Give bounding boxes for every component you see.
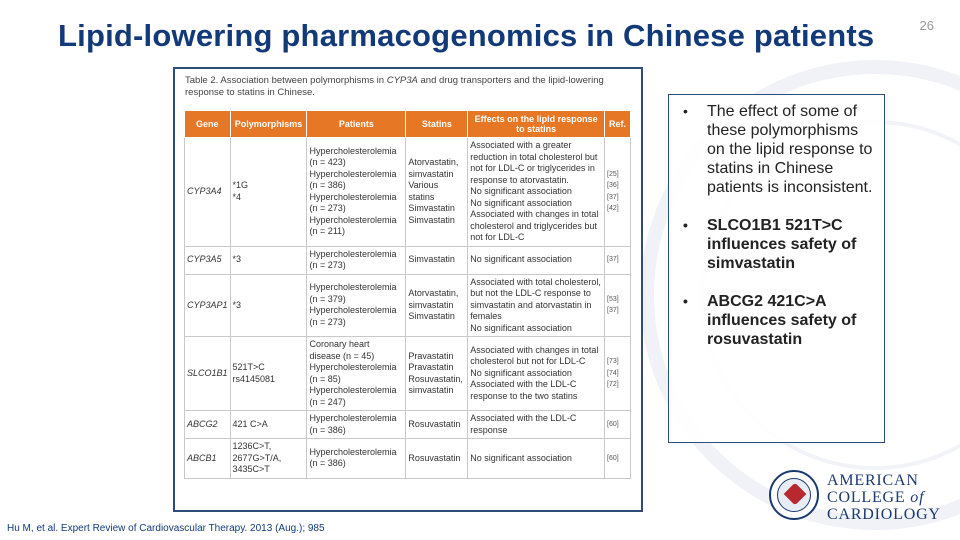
table-row: [185, 138, 631, 247]
cell-effects: No significant association: [468, 246, 605, 274]
cell-gene: CYP3A5: [185, 246, 231, 274]
cell-statins: Atorvastatin, simvastatin Simvastatin: [406, 274, 468, 337]
cell-patients: Hypercholesterolemia (n = 423) Hypercholesterolemia (n = 386) Hypercholesterolemia (n = 273) Hypercholesterolemia (n = 211): [307, 138, 406, 247]
cell-effects: No significant association: [468, 439, 605, 479]
bullet-text: SLCO1B1 521T>C influences safety of simvastatin: [707, 217, 857, 272]
table-figure: [173, 67, 643, 512]
cell-patients: Hypercholesterolemia (n = 273): [307, 246, 406, 274]
cell-patients: Coronary heart disease (n = 45) Hypercholesterolemia (n = 85) Hypercholesterolemia (n = 247): [307, 337, 406, 411]
table-header-row: [185, 111, 631, 138]
table-row: [185, 439, 631, 479]
header-gene: Gene: [185, 111, 231, 138]
cell-gene: ABCB1: [185, 439, 231, 479]
cell-gene: SLCO1B1: [185, 337, 231, 411]
acc-logo: [769, 470, 949, 526]
logo-wordmark: AMERICAN COLLEGE of CARDIOLOGY: [827, 472, 941, 523]
bullet-dot-icon: •: [683, 103, 688, 119]
bullet-point: [679, 216, 874, 273]
header-ref: Ref.: [605, 111, 631, 138]
bullet-text: The effect of some of these polymorphisms on the lipid response to statins in Chinese patients is inconsistent.: [707, 103, 873, 196]
cell-effects: Associated with a greater reduction in total cholesterol but not for LDL-C or triglycerides in response to atorvastatin. No significant association No significant association Associated with changes in total cholesterol and triglycerides but not for LDL-C: [468, 138, 605, 247]
cell-polymorphisms: *3: [230, 274, 307, 337]
table-row: [185, 246, 631, 274]
cell-statins: Pravastatin Pravastatin Rosuvastatin, simvastatin: [406, 337, 468, 411]
header-effects: Effects on the lipid response to statins: [468, 111, 605, 138]
cell-gene: CYP3AP1: [185, 274, 231, 337]
page-number: 26: [919, 18, 934, 33]
cell-patients: Hypercholesterolemia (n = 386): [307, 411, 406, 439]
cell-polymorphisms: 421 C>A: [230, 411, 307, 439]
bullet-dot-icon: •: [683, 293, 688, 309]
cell-ref: [60]: [605, 411, 631, 439]
cell-statins: Rosuvastatin: [406, 439, 468, 479]
header-statins: Statins: [406, 111, 468, 138]
cell-polymorphisms: *1G *4: [230, 138, 307, 247]
cell-statins: Simvastatin: [406, 246, 468, 274]
cell-ref: [53] [37]: [605, 274, 631, 337]
cell-effects: Associated with changes in total cholesterol but not for LDL-C No significant association Associated with the LDL-C response to the two statins: [468, 337, 605, 411]
key-points-box: [668, 94, 885, 443]
cell-statins: Atorvastatin, simvastatin Various statins Simvastatin Simvastatin: [406, 138, 468, 247]
cell-polymorphisms: *3: [230, 246, 307, 274]
cell-ref: [73] [74] [72]: [605, 337, 631, 411]
cell-ref: [37]: [605, 246, 631, 274]
header-polymorphisms: Polymorphisms: [230, 111, 307, 138]
acc-seal-icon: [769, 470, 819, 520]
cell-ref: [25] [36] [37] [42]: [605, 138, 631, 247]
slide-title: Lipid-lowering pharmacogenomics in Chinese patients: [58, 18, 875, 53]
table-row: [185, 274, 631, 337]
cell-statins: Rosuvastatin: [406, 411, 468, 439]
cell-patients: Hypercholesterolemia (n = 379) Hypercholesterolemia (n = 273): [307, 274, 406, 337]
table-row: [185, 337, 631, 411]
table-row: [185, 411, 631, 439]
cell-gene: ABCG2: [185, 411, 231, 439]
cell-polymorphisms: 521T>C rs4145081: [230, 337, 307, 411]
cell-polymorphisms: 1236C>T, 2677G>T/A, 3435C>T: [230, 439, 307, 479]
cell-gene: CYP3A4: [185, 138, 231, 247]
cell-ref: [60]: [605, 439, 631, 479]
header-patients: Patients: [307, 111, 406, 138]
cell-effects: Associated with total cholesterol, but not the LDL-C response to simvastatin and atorvastatin in females No significant association: [468, 274, 605, 337]
bullet-text: ABCG2 421C>A influences safety of rosuvastatin: [707, 293, 857, 348]
bullet-point: [679, 292, 874, 349]
table-caption: Table 2. Association between polymorphisms in CYP3A and drug transporters and the lipid-lowering response to statins in Chinese.: [185, 75, 604, 98]
cell-effects: Associated with the LDL-C response: [468, 411, 605, 439]
bullet-dot-icon: •: [683, 217, 688, 233]
bullet-point: [679, 102, 874, 197]
cell-patients: Hypercholesterolemia (n = 386): [307, 439, 406, 479]
citation-footer: Hu M, et al. Expert Review of Cardiovascular Therapy. 2013 (Aug.); 985: [7, 523, 325, 534]
polymorphism-table: [184, 110, 631, 479]
